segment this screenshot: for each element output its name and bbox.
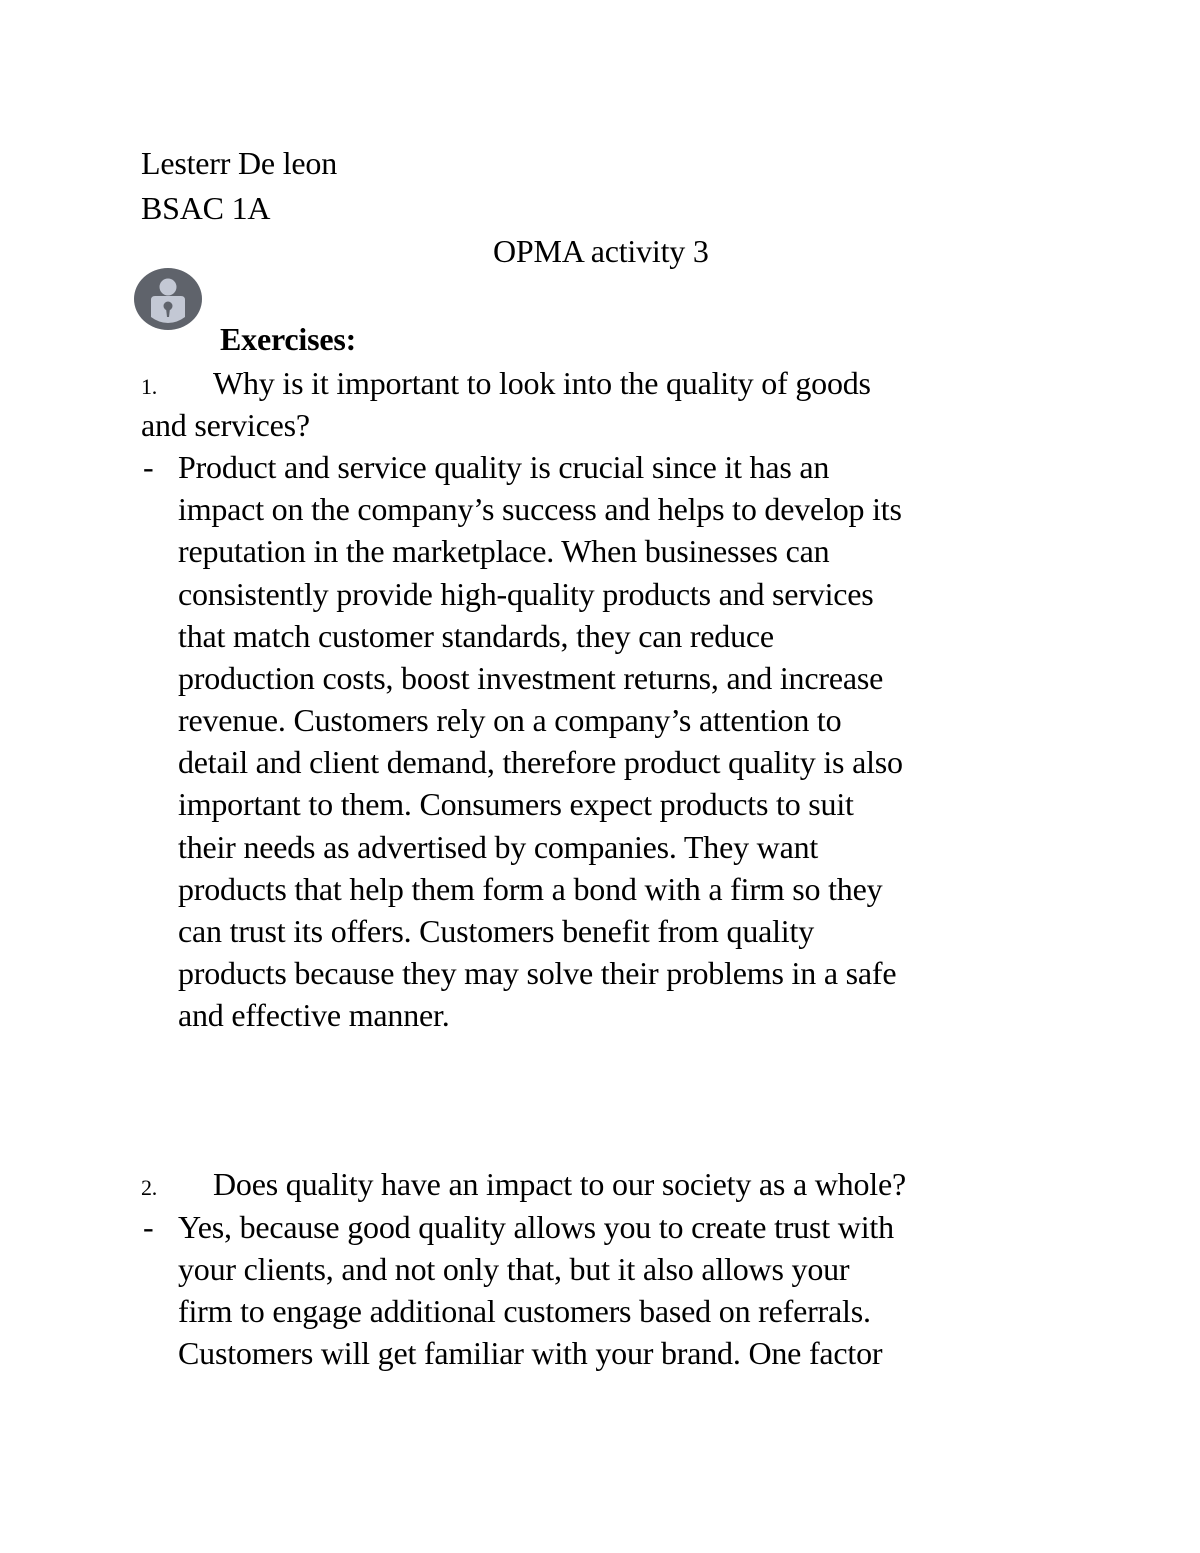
answer-line: detail and client demand, therefore product quality is also: [178, 744, 903, 780]
answer-line: revenue. Customers rely on a company’s attention to: [178, 702, 842, 738]
question-number: 1.: [141, 374, 158, 399]
exercises-heading: Exercises:: [220, 321, 357, 357]
question-number: 2.: [141, 1175, 158, 1200]
question-text: Why is it important to look into the quality of goods: [213, 365, 871, 401]
question-line: [141, 362, 1041, 404]
answer-line: that match customer standards, they can reduce: [178, 618, 774, 654]
question-line: [141, 1163, 1041, 1205]
answer-line: production costs, boost investment returns, and increase: [178, 660, 884, 696]
answer-bullet: -: [143, 1209, 154, 1245]
answer-line: important to them. Consumers expect products to suit: [178, 786, 854, 822]
question-text: and services?: [141, 407, 310, 443]
document-title: OPMA activity 3: [493, 233, 709, 269]
answer-line: your clients, and not only that, but it also allows your: [178, 1251, 850, 1287]
answer-bullet: -: [143, 449, 154, 485]
answer-line: their needs as advertised by companies. They want: [178, 829, 819, 865]
answer-line: Customers will get familiar with your brand. One factor: [178, 1335, 883, 1371]
person-avatar-icon: [133, 267, 203, 331]
answer-line: products that help them form a bond with a firm so they: [178, 871, 883, 907]
answer-line: products because they may solve their problems in a safe: [178, 955, 897, 991]
answer-line: can trust its offers. Customers benefit from quality: [178, 913, 814, 949]
answer-line: impact on the company’s success and helps to develop its: [178, 491, 902, 527]
answer-line: reputation in the marketplace. When businesses can: [178, 533, 830, 569]
answer-line: firm to engage additional customers based on referrals.: [178, 1293, 871, 1329]
answer-line: consistently provide high-quality products and services: [178, 576, 874, 612]
question-text: Does quality have an impact to our society as a whole?: [213, 1166, 906, 1202]
section: BSAC 1A: [141, 190, 271, 226]
answer-line: Product and service quality is crucial since it has an: [178, 449, 830, 485]
answer-line: and effective manner.: [178, 997, 450, 1033]
student-name: Lesterr De leon: [141, 145, 338, 181]
answer-line: Yes, because good quality allows you to create trust with: [178, 1209, 894, 1245]
